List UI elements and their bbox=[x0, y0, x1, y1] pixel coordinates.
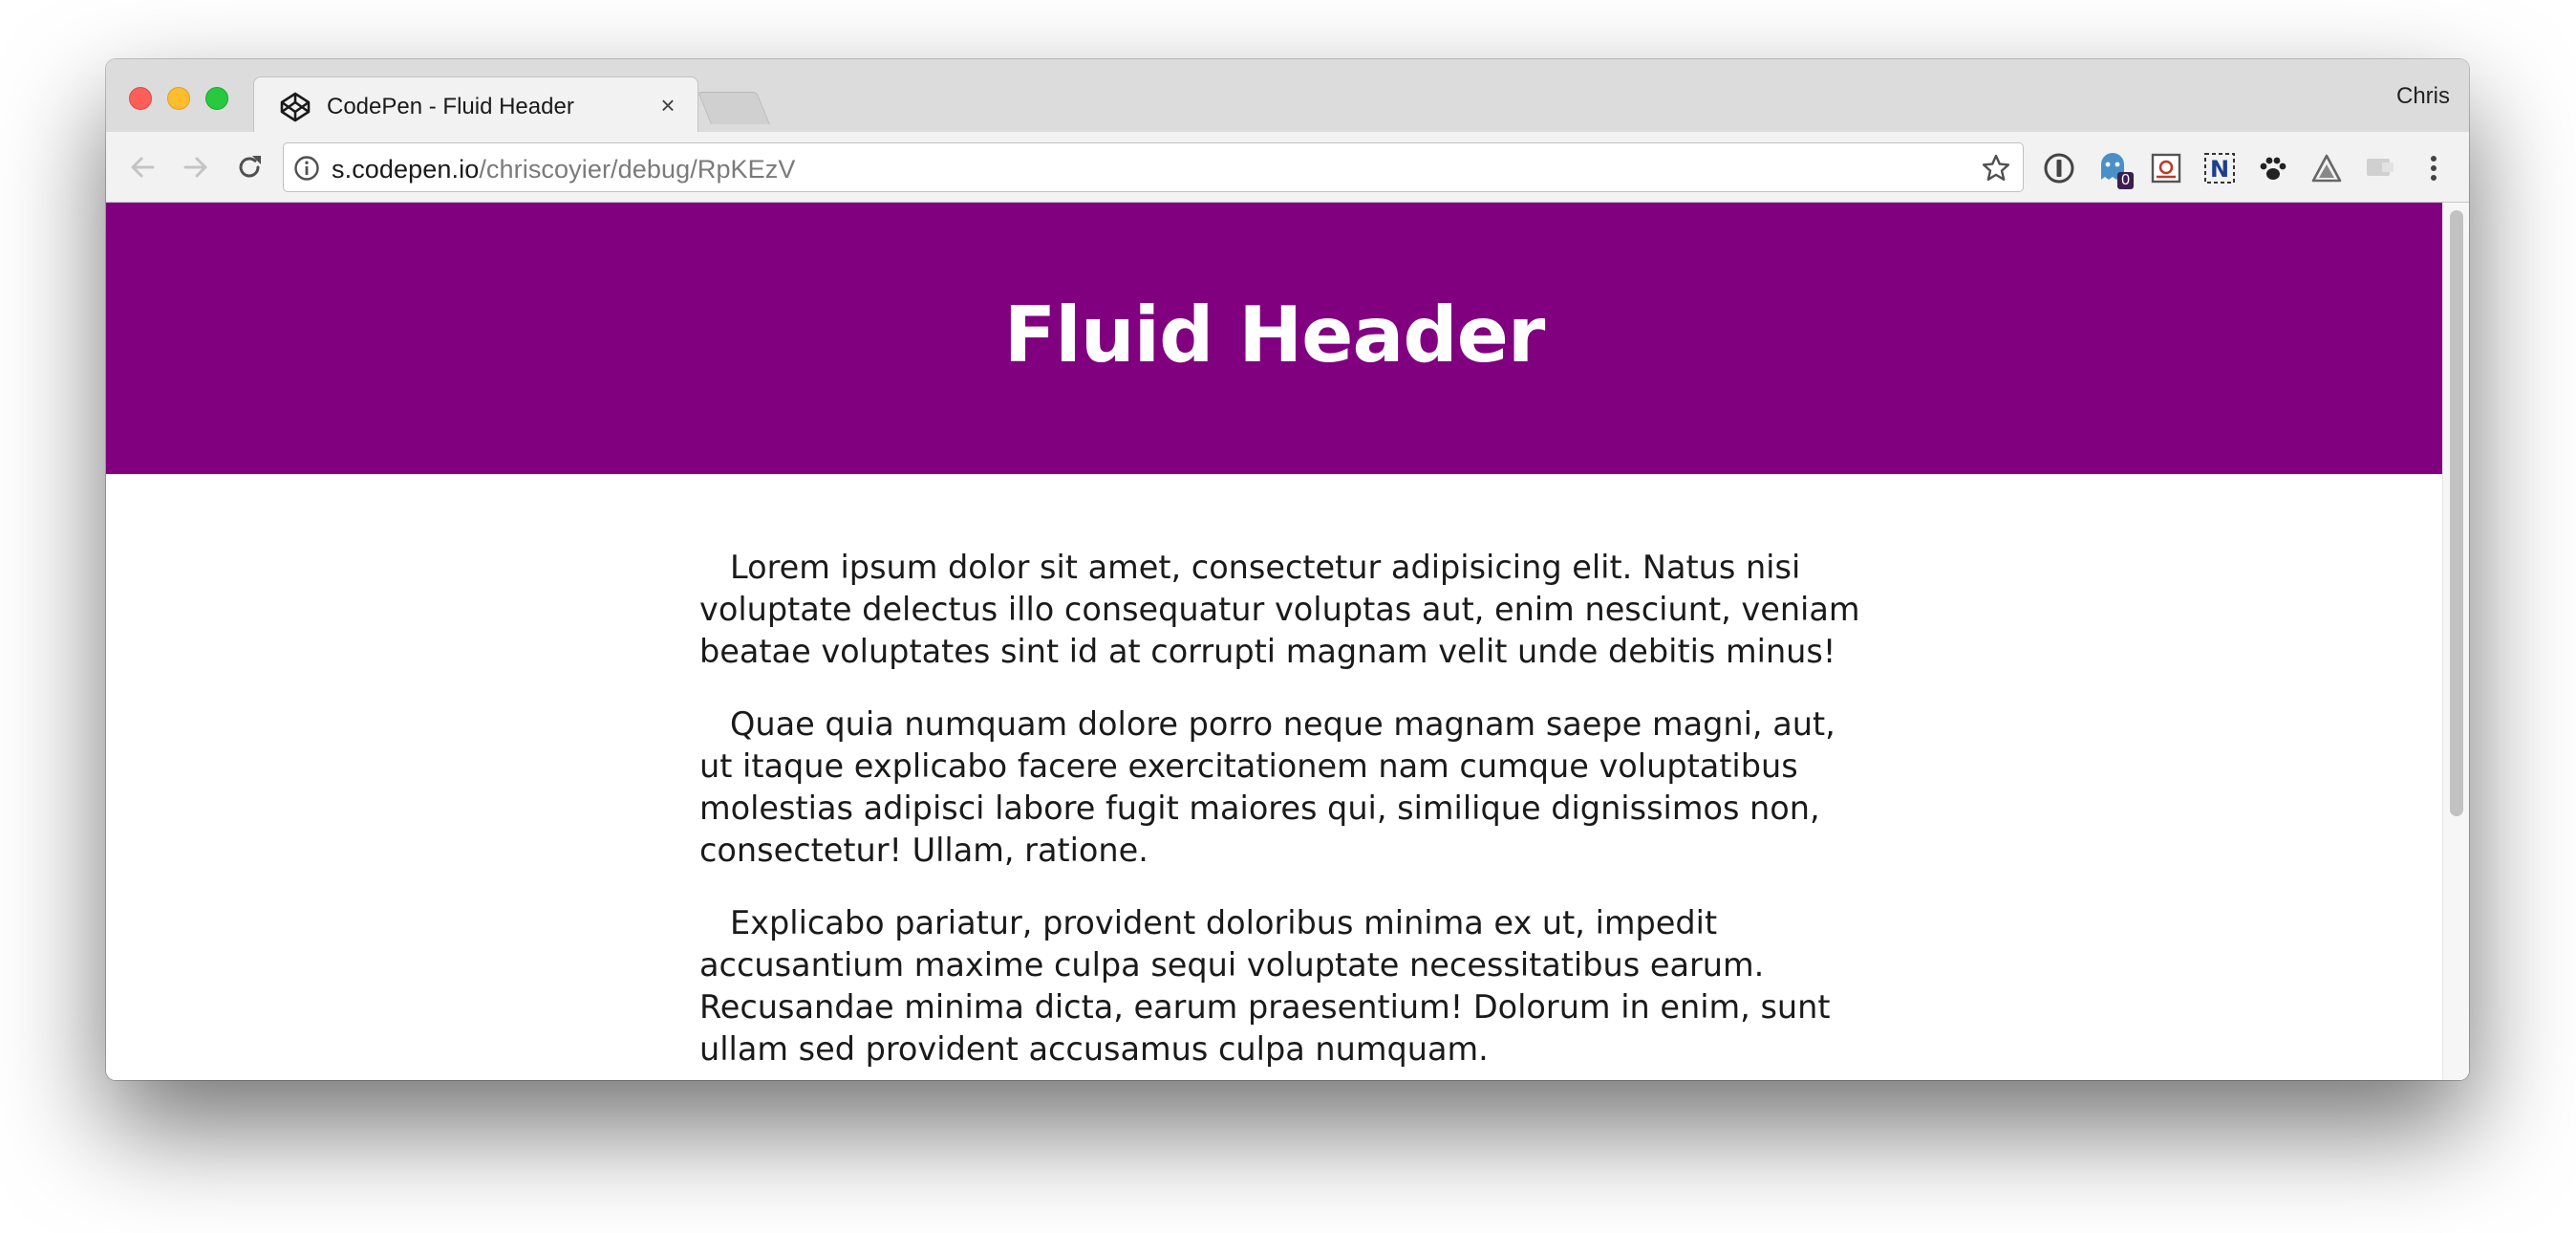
tab-title: CodePen - Fluid Header bbox=[327, 94, 574, 119]
reload-button[interactable] bbox=[230, 148, 268, 186]
web-developer-icon[interactable] bbox=[2149, 151, 2183, 185]
url-host: s.codepen.io bbox=[332, 155, 480, 184]
profile-name[interactable]: Chris bbox=[2395, 83, 2450, 109]
tab-codepen-fluid-header[interactable] bbox=[253, 76, 698, 134]
url-path: /chriscoyier/debug/RpKEzV bbox=[479, 155, 796, 184]
window-minimize-button[interactable] bbox=[167, 87, 190, 110]
info-icon[interactable] bbox=[293, 155, 320, 182]
new-tab-button[interactable] bbox=[698, 92, 770, 124]
address-bar[interactable] bbox=[283, 142, 2024, 192]
selection-n-icon[interactable] bbox=[2202, 151, 2237, 185]
triangle-warning-icon[interactable] bbox=[2309, 151, 2344, 185]
site-header bbox=[106, 203, 2442, 474]
menu-kebab-icon[interactable] bbox=[2416, 151, 2451, 185]
tab-close-icon[interactable]: × bbox=[660, 91, 676, 119]
page-viewport bbox=[106, 203, 2469, 1080]
bookmark-star-icon[interactable] bbox=[1981, 153, 2011, 184]
paragraph: Explicabo pariatur, provident doloribus minima ex ut, impedit accusantium maxime culpa sequi voluptate necessitatibus earum. Recusandae minima dicta, earum praesentium! Dolorum in enim, sunt ullam sed provident accusamus culpa numquam. bbox=[699, 904, 1831, 1068]
browser-toolbar bbox=[106, 132, 2469, 203]
scrollbar-thumb[interactable] bbox=[2450, 210, 2463, 816]
paragraph: Lorem ipsum dolor sit amet, consectetur adipisicing elit. Natus nisi voluptate delectus illo consequatur voluptas aut, enim nesciunt, veniam beatae voluptates sint id at corrupti magnam velit unde debitis minus! bbox=[699, 549, 1860, 670]
codepen-icon bbox=[279, 91, 311, 123]
url-text[interactable] bbox=[332, 155, 795, 184]
paragraph: Quae quia numquam dolore porro neque magnam saepe magni, aut, ut itaque explicabo facere exercitationem nam cumque voluptatibus molestias adipisci labore fugit maiores qui, similique dignissimos non, consectetur! Ullam, ratione. bbox=[699, 705, 1835, 869]
tab-strip bbox=[106, 59, 2469, 133]
forward-arrow-icon bbox=[182, 153, 210, 182]
browser-window bbox=[106, 59, 2469, 1080]
onepassword-icon[interactable] bbox=[2042, 151, 2076, 185]
back-button[interactable] bbox=[123, 148, 161, 186]
ghostery-badge: 0 bbox=[2117, 172, 2134, 189]
reload-icon bbox=[234, 152, 265, 183]
back-arrow-icon bbox=[128, 153, 157, 182]
cast-icon[interactable] bbox=[2363, 151, 2397, 185]
main-content bbox=[699, 547, 1860, 1080]
page-title: Fluid Header bbox=[1003, 291, 1545, 379]
forward-button[interactable] bbox=[177, 148, 215, 186]
svg-text:N: N bbox=[2209, 156, 2230, 183]
paw-icon[interactable] bbox=[2256, 151, 2290, 185]
vertical-scrollbar[interactable] bbox=[2442, 203, 2469, 1080]
ghostery-icon[interactable] bbox=[2095, 151, 2130, 188]
window-maximize-button[interactable] bbox=[205, 87, 228, 110]
window-close-button[interactable] bbox=[129, 87, 152, 110]
